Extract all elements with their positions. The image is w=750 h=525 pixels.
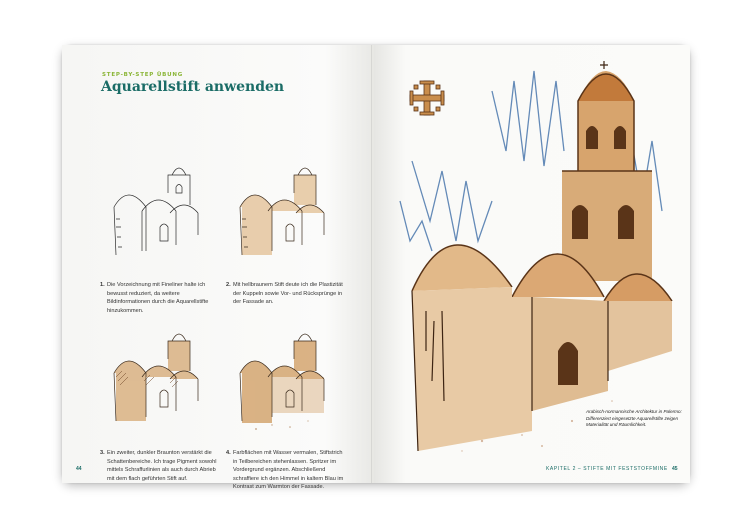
step-2-sketch xyxy=(232,155,336,273)
page-title: Aquarellstift anwenden xyxy=(101,79,285,95)
step-1-sketch xyxy=(106,155,210,273)
left-page-number: 44 xyxy=(76,466,82,472)
step-2-caption xyxy=(226,281,345,307)
step-3-text: Ein zweiter, dunkler Braunton verstärkt die Schattenbereiche. Ich trage Pigment sowohl mittels Schraffurlinien als auch durch Abrieb mit dem flach geführten Stift auf. xyxy=(107,450,217,482)
step-1-number: 1. xyxy=(100,282,105,288)
right-page-number: 45 xyxy=(672,466,678,472)
section-kicker: STEP-BY-STEP ÜBUNG xyxy=(102,72,184,78)
step-4-number: 4. xyxy=(226,450,231,456)
illustration-caption: Arabisch-normannische Architektur in Palermo: Differenziert eingesetzte Aquarellstifte zeigen Materialität und Räumlichkeit. xyxy=(586,409,682,428)
left-page xyxy=(62,45,372,490)
step-1-text: Die Vorzeichnung mit Fineliner halte ich bewusst reduziert, da weitere Bildinformationen durch die Aquarellstifte hinzukommen. xyxy=(107,282,209,314)
step-3-caption xyxy=(100,449,219,483)
step-3-number: 3. xyxy=(100,450,105,456)
step-4-caption xyxy=(226,449,345,492)
step-2-text: Mit hellbraunem Stift deute ich die Plastizität der Kuppeln sowie Vor- und Rücksprünge in der Fassade an. xyxy=(233,282,343,305)
cross-emblem-icon xyxy=(404,75,450,121)
right-page xyxy=(374,45,690,483)
running-footer: KAPITEL 2 – STIFTE MIT FESTSTOFFMINE xyxy=(546,466,668,472)
open-book-spread xyxy=(62,45,690,490)
step-4-text: Farbflächen mit Wasser vermalen, Stiftstrich in Teilbereichen stehenlassen. Spritzer im Vordergrund ergänzen. Abschließend schraffiere ich den Himmel in kaltem Blau im Kontrast zum Warmton der Fassade. xyxy=(233,450,344,490)
step-1-caption xyxy=(100,281,219,315)
step-3-sketch xyxy=(106,321,210,439)
step-2-number: 2. xyxy=(226,282,231,288)
step-4-sketch xyxy=(232,321,336,439)
